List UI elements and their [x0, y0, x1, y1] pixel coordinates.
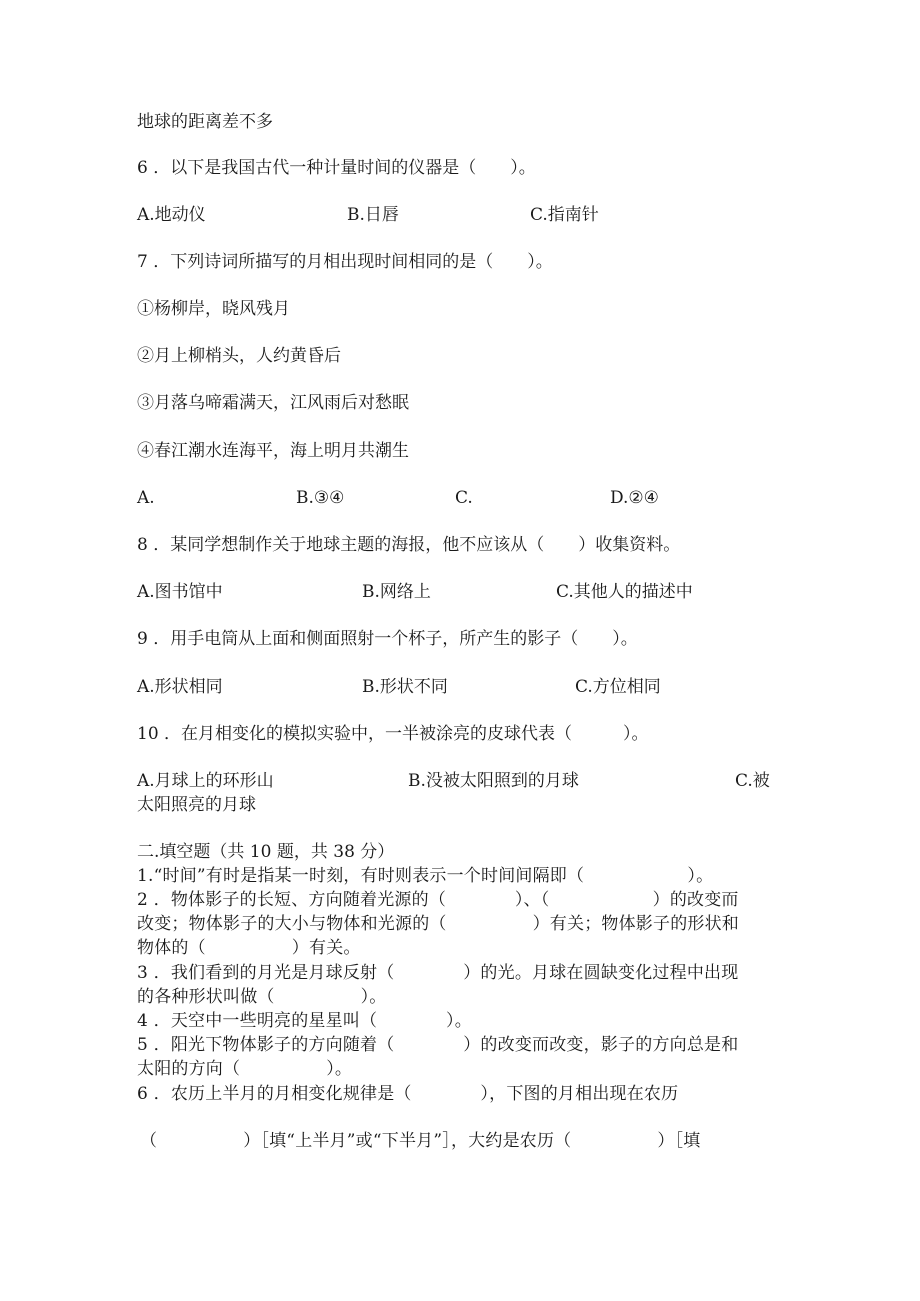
question-9: 9 ．用手电筒从上面和侧面照射一个杯子，所产生的影子（ ）。 — [137, 629, 638, 649]
option-a: A.月球上的环形山 — [137, 771, 274, 791]
option-c: C.方位相同 — [575, 677, 661, 697]
option-b: B.③④ — [296, 488, 345, 508]
option-b: B.形状不同 — [362, 677, 448, 697]
text-line: 地球的距离差不多 — [137, 112, 273, 132]
fill-question-2-line-2: 改变；物体影子的大小与物体和光源的（ ）有关；物体影子的形状和 — [137, 914, 739, 934]
fill-question-3: 3 ．我们看到的月光是月球反射（ ）的光。月球在圆缺变化过程中出现 — [137, 963, 739, 983]
option-a: A.形状相同 — [137, 677, 223, 697]
fill-question-4: 4 ．天空中一些明亮的星星叫（ ）。 — [137, 1011, 472, 1031]
question-8: 8 ．某同学想制作关于地球主题的海报，他不应该从（ ）收集资料。 — [137, 535, 681, 555]
option-c: C.被 — [735, 771, 770, 791]
poem-line-2: ②月上柳梢头，人约黄昏后 — [137, 346, 341, 366]
option-c: C.其他人的描述中 — [556, 582, 693, 602]
option-b: B.没被太阳照到的月球 — [408, 771, 579, 791]
option-c: C.指南针 — [530, 205, 599, 225]
option-b: B.网络上 — [362, 582, 431, 602]
poem-line-3: ③月落乌啼霜满天，江风雨后对愁眠 — [137, 393, 409, 413]
fill-question-3-line-2: 的各种形状叫做（ ）。 — [137, 987, 387, 1007]
fill-question-6-line-2: （ ）［填“上半月”或“下半月”］，大约是农历（ ）［填 — [140, 1131, 701, 1151]
option-a: A. — [137, 488, 155, 508]
option-d: D.②④ — [610, 488, 659, 508]
fill-question-2-line-3: 物体的（ ）有关。 — [137, 938, 361, 958]
question-6: 6 ．以下是我国古代一种计量时间的仪器是（ ）。 — [137, 158, 536, 178]
option-c: C. — [455, 488, 473, 508]
option-b: B.日唇 — [347, 205, 399, 225]
fill-question-5-line-2: 太阳的方向（ ）。 — [137, 1059, 353, 1079]
option-a: A.地动仪 — [137, 205, 206, 225]
option-c-continued: 太阳照亮的月球 — [137, 795, 256, 815]
option-a: A.图书馆中 — [137, 582, 223, 602]
fill-question-2: 2 ．物体影子的长短、方向随着光源的（ ）、（ ）的改变而 — [137, 890, 739, 910]
question-10: 10 ．在月相变化的模拟实验中，一半被涂亮的皮球代表（ ）。 — [137, 724, 649, 744]
fill-question-6: 6 ．农历上半月的月相变化规律是（ ），下图的月相出现在农历 — [137, 1084, 679, 1104]
poem-line-1: ①杨柳岸，晓风残月 — [137, 299, 290, 319]
fill-question-1: 1.“时间”有时是指某一时刻，有时则表示一个时间间隔即（ ）。 — [137, 866, 714, 886]
fill-question-5: 5 ．阳光下物体影子的方向随着（ ）的改变而改变，影子的方向总是和 — [137, 1035, 739, 1055]
question-7: 7 ．下列诗词所描写的月相出现时间相同的是（ ）。 — [137, 252, 553, 272]
poem-line-4: ④春江潮水连海平，海上明月共潮生 — [137, 441, 409, 461]
section-heading: 二.填空题（共 10 题，共 38 分） — [137, 842, 395, 862]
